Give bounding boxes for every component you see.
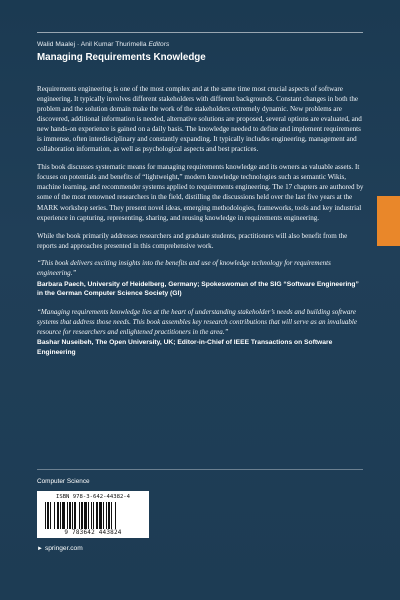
testimonial	[37, 308, 365, 358]
blurb-paragraph: Requirements engineering is one of the most complex and at the same time most crucial aspects of software engineering. It typically involves different stakeholders with different backgrounds. Constant changes in both the problem and the solution domain make the work of the stakeholders extremely dynamic. New problems are discovered, additional information is needed, alternative solutions are proposed, several options are evaluated, and new hands-on experience is gained on a daily basis. The knowledge needed to define and implement requirements is immense, often interdisciplinary and constantly expanding. It typically includes engineering, management and collaboration information, as well as psychological aspects and best practices.	[37, 85, 362, 154]
publisher-url	[37, 545, 83, 552]
barcode-stripe	[115, 502, 116, 529]
barcode-stripe	[45, 502, 46, 529]
barcode-stripe	[84, 502, 87, 529]
barcode-stripe	[81, 502, 83, 529]
accent-tab	[377, 196, 400, 246]
barcode-stripe	[111, 502, 112, 529]
barcode-stripe	[91, 502, 92, 529]
publisher-url-text: springer.com	[44, 545, 83, 552]
barcode-stripe	[47, 502, 49, 529]
blurb	[37, 84, 365, 367]
barcode-stripe	[69, 502, 71, 529]
bottom-divider	[37, 469, 363, 470]
barcode-stripe	[93, 502, 94, 529]
testimonial-author: Barbara Paech, University of Heidelberg, Germany; Spokeswoman of the SIG “Software Engineering” in the German Computer Science Society (GI)	[37, 280, 359, 298]
barcode-stripe	[106, 502, 107, 529]
testimonial-text: “This book delivers exciting insights into the benefits and use of knowledge technology for requirements engineering.”	[37, 258, 331, 277]
isbn-barcode	[37, 491, 149, 538]
blurb-paragraph: While the book primarily addresses researchers and graduate students, practitioners will also benefit from the reports and approaches presented in this comprehensive work.	[37, 231, 348, 250]
barcode-stripe	[50, 502, 51, 529]
editors-role: Editors	[148, 41, 170, 48]
testimonial-author: Bashar Nuseibeh, The Open University, UK; Editor-in-Chief of IEEE Transactions on Software Engineering	[37, 339, 333, 357]
editors-line	[37, 41, 169, 48]
barcode-stripe	[62, 502, 65, 529]
book-title: Managing Requirements Knowledge	[37, 52, 206, 63]
arrow-icon: ►	[37, 546, 43, 552]
barcode-stripe	[67, 502, 68, 529]
ean-digits: 9 783642 443824	[64, 529, 122, 536]
barcode-stripe	[96, 502, 98, 529]
barcode-stripe	[108, 502, 110, 529]
top-divider	[37, 32, 363, 33]
barcode-stripe	[74, 502, 76, 529]
isbn-number: ISBN 978-3-642-44382-4	[55, 494, 131, 500]
barcode-stripe	[57, 502, 59, 529]
barcode-stripe	[54, 502, 55, 529]
testimonial-text: “Managing requirements knowledge lies at the heart of understanding stakeholder’s needs and building software systems that address those needs. This book assembles key research contributions that will serve as an invaluable resource for researchers and enlightened practitioners in the area.”	[37, 307, 358, 336]
blurb-paragraph: This book discusses systematic means for managing requirements knowledge and its owners as valuable assets. It focuses on potentials and benefits of “lightweight,” modern knowledge technologies such as semantic Wikis, machine learning, and recommender systems applied to requirements engineering. The 17 chapters are authored by some of the most renowned researchers in the field, distilling the discussions held over the last five years at the MARK workshop series. They present novel ideas, emerging methodologies, frameworks, tools and key industrial experience in capturing, representing, sharing, and reusing knowledge in requirements engineering.	[37, 163, 364, 222]
barcode-stripe	[60, 502, 61, 529]
barcode-stripe	[72, 502, 73, 529]
barcode-stripe	[103, 502, 104, 529]
barcode-stripe	[88, 502, 89, 529]
editors-names: Walid Maalej · Anil Kumar Thurimella	[37, 41, 147, 48]
subject-category: Computer Science	[37, 478, 90, 485]
barcode-bars	[45, 502, 141, 529]
barcode-stripe	[79, 502, 80, 529]
testimonial	[37, 259, 365, 299]
barcode-stripe	[99, 502, 102, 529]
